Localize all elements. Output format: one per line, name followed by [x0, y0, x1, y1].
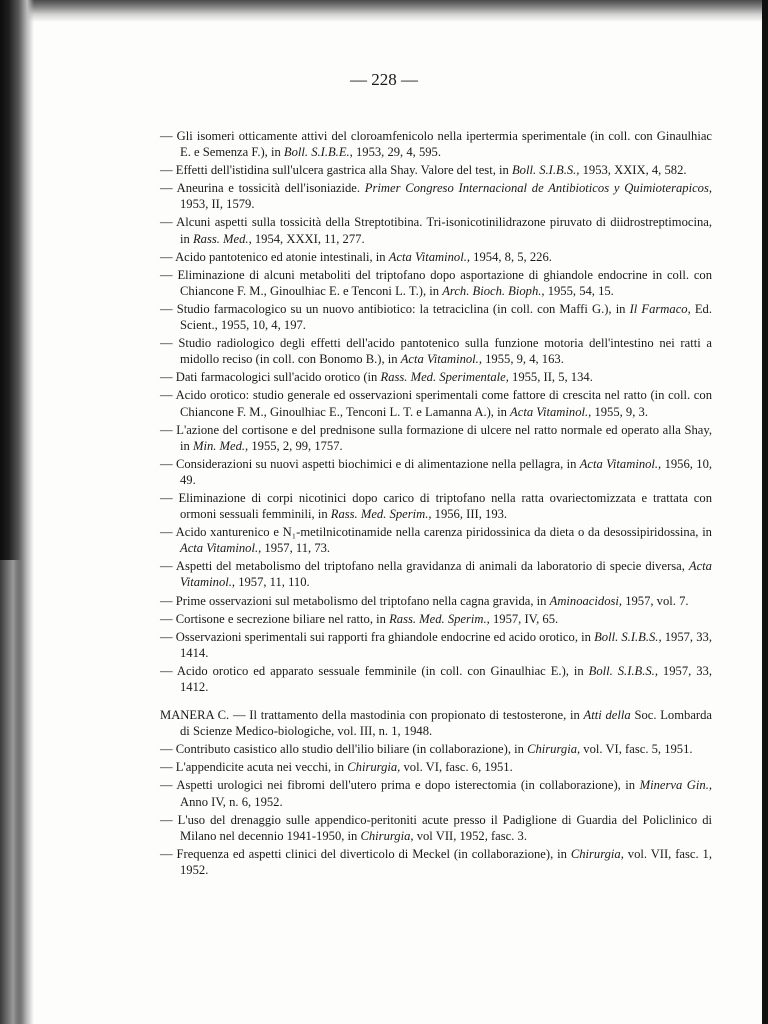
- entry-title: Cortisone e secrezione biliare nel ratto, in: [175, 611, 390, 626]
- entry-title: Acido orotico ed apparato sessuale femminile (in coll. con Ginaulhiac E.), in: [176, 663, 589, 678]
- citation-details: 1955, 9, 4, 163.: [481, 352, 564, 367]
- entry-title: Contributo casistico allo studio dell'ilio biliare (in collaborazione), in: [175, 742, 528, 757]
- entry-title: Dati farmacologici sull'acido orotico (in: [175, 370, 381, 385]
- citation-details: vol VII, 1952, fasc. 3.: [413, 828, 528, 843]
- journal-name: Rass. Med. Sperim.,: [330, 507, 432, 522]
- journal-name: Acta Vitaminol.,: [400, 352, 482, 367]
- entry-dash: —: [160, 490, 173, 505]
- entry-dash: —: [160, 422, 173, 437]
- entry-dash: —: [160, 760, 173, 775]
- citation-details: 1953, 29, 4, 595.: [352, 145, 441, 160]
- citation-details: 1957, vol. 7.: [622, 593, 689, 608]
- entry-title: Alcuni aspetti sulla tossicità della Streptotibina. Tri-isonicotinilidrazone piruvato di diidrostreptimocina, in: [176, 215, 712, 246]
- entry-title: Considerazioni su nuovi aspetti biochimici e di alimentazione nella pellagra, in: [175, 456, 580, 471]
- journal-name: Boll. S.I.B.S.,: [588, 663, 658, 678]
- bibliography-entry: [160, 422, 712, 454]
- bibliography-entry: [160, 524, 712, 556]
- entry-dash: —: [160, 370, 173, 385]
- journal-name: Atti della: [583, 708, 631, 723]
- scan-edge-right: [762, 0, 768, 1024]
- entry-dash: —: [160, 336, 173, 351]
- entry-dash: —: [160, 663, 173, 678]
- journal-name: Acta Vitaminol.,: [579, 456, 662, 471]
- entry-dash: —: [160, 267, 173, 282]
- citation-details: vol. VI, fasc. 6, 1951.: [400, 760, 513, 775]
- bibliography-entry: [160, 629, 712, 661]
- entry-title: Studio radiologico degli effetti dell'acido pantotenico sulla funzione motoria dell'intestino nei ratti a midollo reciso (in coll. con Bonomo B.), in: [178, 336, 713, 367]
- bibliography-entry: [160, 249, 712, 265]
- entry-dash: —: [160, 456, 173, 471]
- bibliography-entry: [160, 456, 712, 488]
- citation-details: 1957, 33, 1414.: [180, 629, 712, 660]
- entry-title: Aneurina e tossicità dell'isoniazide.: [176, 181, 365, 196]
- citation-details: 1955, 9, 3.: [591, 404, 648, 419]
- entry-dash: —: [160, 181, 173, 196]
- entry-dash: —: [160, 593, 173, 608]
- entry-title: L'uso del drenaggio sulle appendico-peritoniti acute presso il Padiglione di Guardia del Policlinico di Milano nel decennio 1941-1950, in: [177, 812, 712, 843]
- entry-title: Studio farmacologico su un nuovo antibiotico: la tetraciclina (in coll. con Maffi G.), in: [176, 301, 630, 316]
- bibliography-entry: [160, 663, 712, 695]
- entry-dash: —: [160, 129, 173, 143]
- bibliography-entry: [160, 812, 712, 844]
- journal-name: Chirurgia,: [347, 760, 401, 775]
- citation-details: 1954, 8, 5, 226.: [470, 249, 552, 264]
- citation-details: 1953, XXIX, 4, 582.: [579, 163, 687, 178]
- citation-details: Anno IV, n. 6, 1952.: [180, 794, 283, 809]
- bibliography-entry: [160, 214, 712, 246]
- entry-title: L'azione del cortisone e del prednisone sulla formazione di ulcere nel ratto normale ed operato alla Shay, in: [176, 422, 712, 453]
- entry-dash: —: [160, 812, 173, 827]
- entry-dash: —: [160, 215, 173, 230]
- bibliography-author-entry: [160, 707, 712, 739]
- journal-name: Il Farmaco,: [629, 301, 691, 316]
- citation-details: 1957, 11, 73.: [261, 541, 331, 556]
- entry-dash: —: [160, 249, 173, 264]
- journal-name: Aminoacidosi,: [549, 593, 623, 608]
- journal-name: Rass. Med. Sperimentale,: [380, 370, 509, 385]
- bibliography-entry: [160, 490, 712, 522]
- entry-dash: —: [160, 163, 173, 178]
- bibliography-entry: [160, 777, 712, 809]
- journal-name: Acta Vitaminol.,: [510, 404, 592, 419]
- entry-dash: —: [160, 611, 173, 626]
- citation-details: 1957, 11, 110.: [235, 575, 310, 590]
- entry-dash: —: [160, 846, 173, 861]
- entry-title: Frequenza ed aspetti clinici del diverticolo di Meckel (in collaborazione), in: [176, 846, 571, 861]
- bibliography-entry: [160, 593, 712, 609]
- citation-details: Soc. Lombarda di Scienze Medico-biologiche, vol. III, n. 1, 1948.: [180, 708, 712, 739]
- bibliography-entry: [160, 741, 712, 757]
- bibliography-entry: [160, 369, 712, 385]
- entry-title: Eliminazione di alcuni metaboliti del triptofano dopo asportazione di ghiandole endocrine in coll. con Chiancone F. M., Ginoulhiac E. e Tenconi L. T.), in: [177, 267, 712, 298]
- entry-dash: —: [160, 629, 173, 644]
- entry-title: L'appendicite acuta nei vecchi, in: [175, 760, 348, 775]
- citation-details: 1955, 54, 15.: [544, 283, 614, 298]
- entry-title: Osservazioni sperimentali sui rapporti fra ghiandole endocrine ed acido orotico, in: [175, 629, 595, 644]
- bibliography-entry: [160, 611, 712, 627]
- entry-dash: —: [160, 388, 173, 403]
- citation-details: 1956, III, 193.: [431, 507, 508, 522]
- bibliography-entry: [160, 267, 712, 299]
- author-name: MANERA C. —: [160, 708, 246, 723]
- citation-details: 1953, II, 1579.: [180, 197, 255, 212]
- bibliography-entry: [160, 335, 712, 367]
- citation-details: vol. VI, fasc. 5, 1951.: [580, 742, 693, 757]
- journal-name: Acta Vitaminol.,: [180, 559, 712, 590]
- journal-name: Rass. Med. Sperim.,: [389, 611, 490, 626]
- entry-title: Effetti dell'istidina sull'ulcera gastrica alla Shay. Valore del test, in: [175, 163, 512, 178]
- journal-name: Rass. Med.,: [192, 231, 252, 246]
- entry-title: Acido pantotenico ed atonie intestinali, in: [175, 249, 389, 264]
- citation-details: vol. VII, fasc. 1, 1952.: [180, 846, 712, 877]
- entry-dash: —: [160, 778, 173, 793]
- citation-details: 1956, 10, 49.: [180, 456, 713, 487]
- citation-details: Ed. Scient., 1955, 10, 4, 197.: [180, 301, 712, 333]
- citation-details: 1957, 33, 1412.: [180, 663, 712, 694]
- bibliography-entry: [160, 128, 712, 160]
- entry-title: Aspetti urologici nei fibromi dell'utero prima e dopo isterectomia (in collaborazione), in: [176, 778, 640, 793]
- entry-title: Acido orotico: studio generale ed osservazioni sperimentali come fattore di crescita nel ratto (in coll. con Chiancone F. M., Ginoulhiac E., Tenconi L. T. e Lamanna A.), in: [175, 388, 712, 419]
- journal-name: Primer Congreso Internacional de Antibioticos y Quimioterapicos,: [364, 181, 712, 196]
- bibliography-entry: [160, 558, 712, 590]
- journal-name: Minerva Gin.,: [639, 778, 712, 793]
- page-number: — 228 —: [350, 70, 418, 89]
- entry-title: Prime osservazioni sul metabolismo del triptofano nella cagna gravida, in: [175, 593, 550, 608]
- scan-shadow-top: [0, 0, 768, 22]
- entry-title: Acido xanturenico e N₁-metilnicotinamide nella carenza piridossinica da dieta o da desossipiridossina, in: [175, 525, 712, 540]
- journal-name: Boll. S.I.B.S.,: [594, 629, 662, 644]
- bibliography-entry: [160, 759, 712, 775]
- citation-details: 1955, 2, 99, 1757.: [248, 438, 343, 453]
- journal-name: Acta Vitaminol.,: [388, 249, 471, 264]
- entry-title: Gli isomeri otticamente attivi del cloroamfenicolo nella ipertermia sperimentale (in coll. con Ginaulhiac E. e Semenza F.), in: [176, 129, 712, 160]
- bibliography-entry: [160, 162, 712, 178]
- bibliography-entry: [160, 846, 712, 878]
- bibliography-entry: [160, 387, 712, 419]
- scan-shadow-left-lower: [0, 560, 22, 1024]
- entry-title: Eliminazione di corpi nicotinici dopo carico di triptofano nella ratta ovariectomizzata e trattata con ormoni sessuali femminili, in: [178, 490, 712, 522]
- citation-details: 1954, XXXI, 11, 277.: [251, 231, 365, 246]
- journal-name: Boll. S.I.B.E.,: [283, 145, 353, 160]
- entry-dash: —: [160, 742, 173, 757]
- entry-dash: —: [160, 559, 173, 574]
- journal-name: Min. Med.,: [192, 438, 249, 453]
- journal-name: Acta Vitaminol.,: [180, 541, 262, 556]
- journal-name: Chirurgia,: [527, 742, 581, 757]
- journal-name: Arch. Bioch. Bioph.,: [442, 283, 545, 298]
- journal-name: Boll. S.I.B.S.,: [511, 163, 580, 178]
- entry-dash: —: [160, 301, 173, 316]
- citation-details: 1957, IV, 65.: [489, 611, 559, 626]
- journal-name: Chirurgia,: [360, 828, 414, 843]
- bibliography-entry: [160, 301, 712, 333]
- bibliography-entry: [160, 180, 712, 212]
- entry-title: Il trattamento della mastodinia con propionato di testosterone, in: [245, 708, 584, 723]
- citation-details: 1955, II, 5, 134.: [508, 370, 593, 385]
- journal-name: Chirurgia,: [570, 846, 624, 861]
- entry-title: Aspetti del metabolismo del triptofano nella gravidanza di animali da laboratorio di specie diversa,: [175, 559, 689, 574]
- entry-dash: —: [160, 525, 173, 540]
- bibliography-list: [160, 128, 712, 880]
